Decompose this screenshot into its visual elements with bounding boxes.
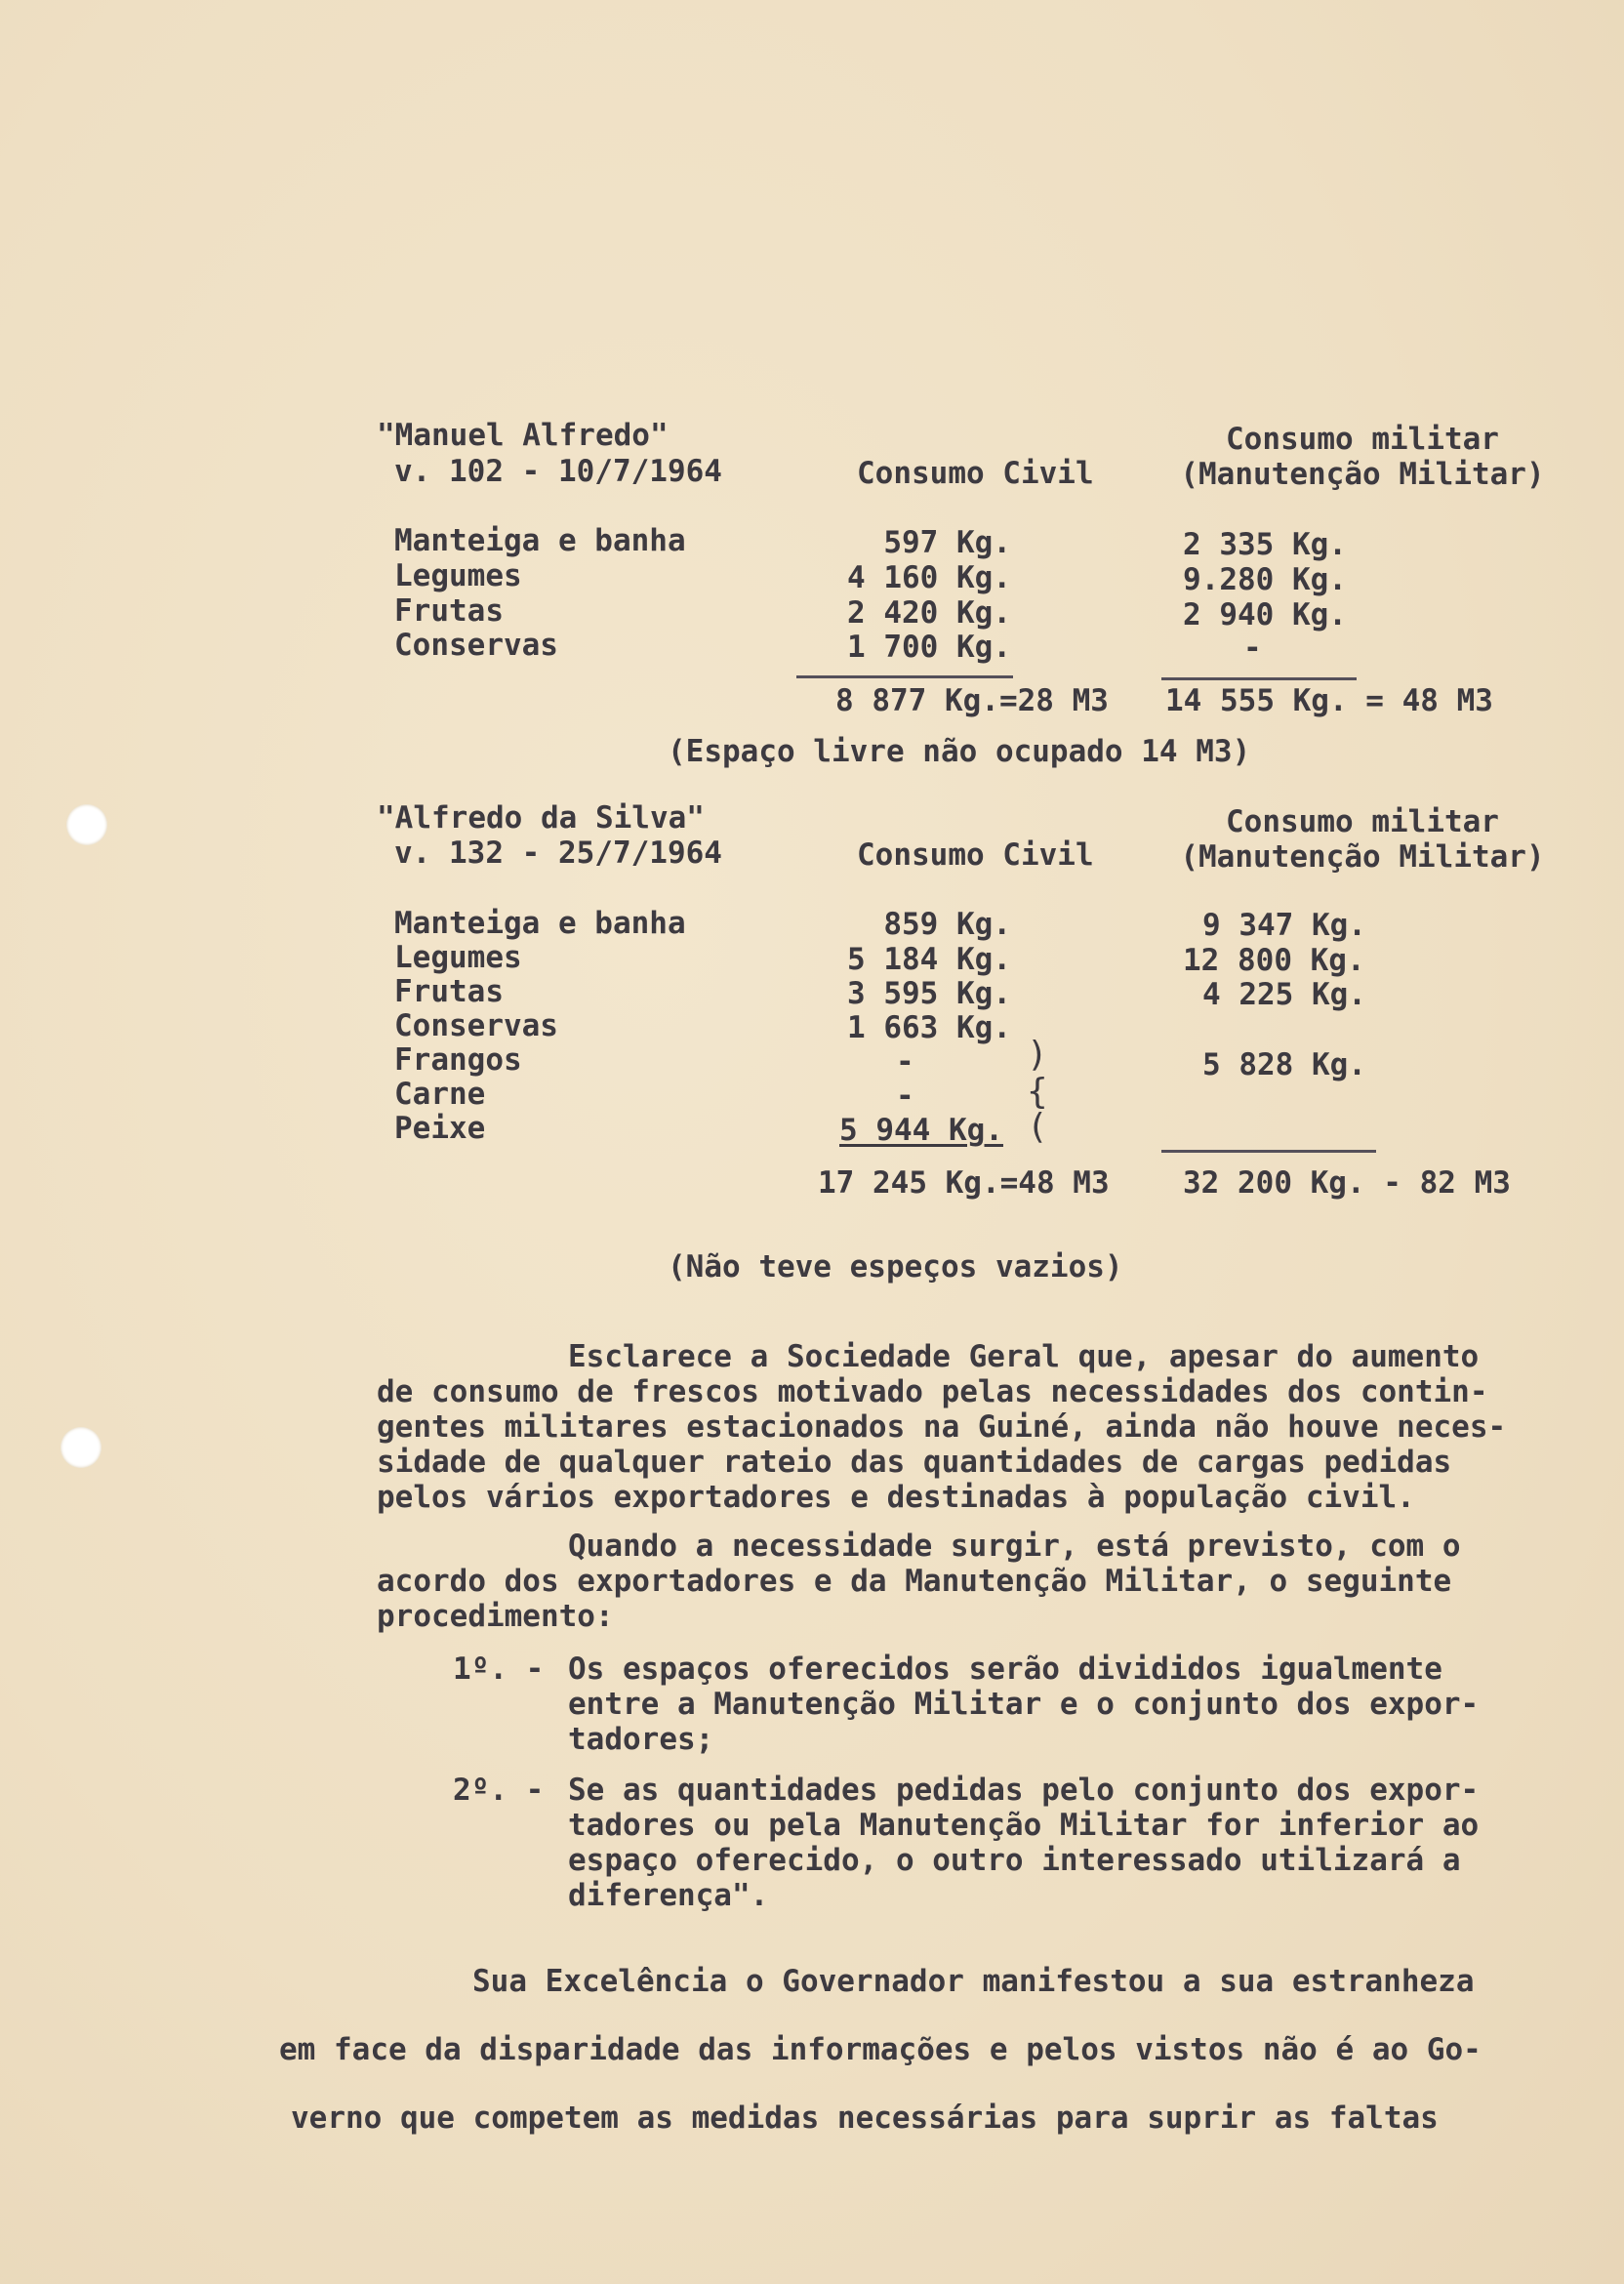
ship1-col-civil: Consumo Civil: [857, 456, 1094, 491]
ship2-civil-5: -: [896, 1079, 914, 1114]
ship1-military-1: 9.280 Kg.: [1183, 562, 1347, 597]
closing-line: verno que competem as medidas necessárias para suprir as faltas: [291, 2100, 1439, 2136]
procedure-item-1-number: 1º. -: [453, 1652, 545, 1687]
ship2-military-0: 9 347 Kg.: [1202, 908, 1366, 943]
procedure-item-2-line: Se as quantidades pedidas pelo conjunto dos expor-: [568, 1773, 1480, 1808]
ship1-military-2: 2 940 Kg.: [1183, 597, 1347, 632]
ship1-item-1: Legumes: [394, 558, 522, 593]
ship2-item-0: Manteiga e banha: [394, 906, 686, 941]
ship2-note: (Não teve espeços vazios): [668, 1249, 1123, 1285]
ship2-civil-0: 859 Kg.: [883, 907, 1011, 942]
paragraph-2-line: acordo dos exportadores e da Manutenção Militar, o seguinte: [377, 1564, 1452, 1599]
ship1-military-3: -: [1243, 631, 1262, 666]
ship2-item-1: Legumes: [394, 940, 522, 975]
ship2-civil-4: -: [896, 1044, 914, 1080]
ship2-brace-bottom: (: [1027, 1107, 1048, 1147]
ship2-military-rule: [1161, 1150, 1376, 1153]
ship2-name: "Alfredo da Silva": [377, 800, 705, 836]
ship1-military-0: 2 335 Kg.: [1183, 527, 1347, 562]
paragraph-1-line: de consumo de frescos motivado pelas necessidades dos contin-: [377, 1374, 1488, 1409]
ship1-item-3: Conservas: [394, 628, 558, 663]
procedure-item-1-line: Os espaços oferecidos serão divididos igualmente: [568, 1652, 1442, 1687]
ship1-item-2: Frutas: [394, 593, 504, 629]
ship2-brace-mid: {: [1027, 1072, 1048, 1112]
ship2-item-2: Frutas: [394, 974, 504, 1009]
ship2-item-5: Carne: [394, 1077, 486, 1112]
ship1-voyage: v. 102 - 10/7/1964: [394, 454, 722, 489]
ship2-civil-1: 5 184 Kg.: [847, 942, 1011, 977]
paragraph-2-line: Quando a necessidade surgir, está previsto, com o: [568, 1529, 1461, 1564]
procedure-item-2-line: tadores ou pela Manutenção Militar for inferior ao: [568, 1808, 1480, 1843]
ship1-item-0: Manteiga e banha: [394, 523, 686, 558]
paragraph-1-line: gentes militares estacionados na Guiné, ainda não houve neces-: [377, 1409, 1507, 1445]
closing-line: em face da disparidade das informações e pelos vistos não é ao Go-: [279, 2032, 1482, 2067]
ship1-col-military-2: (Manutenção Militar): [1180, 457, 1545, 492]
ship2-total-military: 32 200 Kg. - 82 M3: [1183, 1165, 1511, 1201]
ship2-military-2: 4 225 Kg.: [1202, 977, 1366, 1012]
ship2-item-6: Peixe: [394, 1111, 486, 1146]
ship2-voyage: v. 132 - 25/7/1964: [394, 836, 722, 871]
paragraph-1-line: Esclarece a Sociedade Geral que, apesar do aumento: [568, 1339, 1480, 1374]
ship2-col-military-2: (Manutenção Militar): [1180, 839, 1545, 875]
paragraph-2-line: procedimento:: [377, 1599, 614, 1634]
procedure-item-2-number: 2º. -: [453, 1773, 545, 1808]
procedure-item-1-line: tadores;: [568, 1722, 714, 1757]
ship1-total-military: 14 555 Kg. = 48 M3: [1165, 683, 1493, 718]
ship2-brace-top: ): [1027, 1035, 1048, 1075]
ship1-civil-3: 1 700 Kg.: [847, 630, 1011, 665]
ship1-name: "Manuel Alfredo": [377, 418, 669, 453]
ship2-civil-2: 3 595 Kg.: [847, 976, 1011, 1011]
ship2-military-1: 12 800 Kg.: [1183, 943, 1365, 978]
ship1-total-civil: 8 877 Kg.=28 M3: [835, 683, 1109, 718]
ship1-civil-1: 4 160 Kg.: [847, 560, 1011, 595]
punch-hole-bottom: [61, 1427, 102, 1468]
ship2-civil-3: 1 663 Kg.: [847, 1010, 1011, 1045]
procedure-item-2-line: espaço oferecido, o outro interessado utilizará a: [568, 1843, 1461, 1878]
ship2-item-4: Frangos: [394, 1042, 522, 1078]
ship1-note: (Espaço livre não ocupado 14 M3): [668, 734, 1251, 769]
punch-hole-top: [66, 804, 107, 845]
ship2-item-3: Conservas: [394, 1008, 558, 1043]
closing-line: Sua Excelência o Governador manifestou a sua estranheza: [472, 1964, 1475, 1999]
ship1-civil-rule: [796, 675, 1013, 678]
procedure-item-2-line: diferença".: [568, 1878, 769, 1913]
paragraph-1-line: sidade de qualquer rateio das quantidades de cargas pedidas: [377, 1445, 1452, 1480]
ship1-military-rule: [1161, 677, 1357, 680]
ship2-total-civil: 17 245 Kg.=48 M3: [818, 1165, 1110, 1201]
procedure-item-1-line: entre a Manutenção Militar e o conjunto dos expor-: [568, 1687, 1480, 1722]
ship2-col-civil: Consumo Civil: [857, 837, 1094, 873]
ship2-civil-6: 5 944 Kg.: [839, 1113, 1003, 1148]
ship1-civil-0: 597 Kg.: [883, 525, 1011, 560]
ship2-military-4: 5 828 Kg.: [1202, 1047, 1366, 1082]
ship2-col-military-1: Consumo militar: [1226, 804, 1499, 839]
paragraph-1-line: pelos vários exportadores e destinadas à população civil.: [377, 1480, 1415, 1515]
ship1-civil-2: 2 420 Kg.: [847, 595, 1011, 631]
ship1-col-military-1: Consumo militar: [1226, 422, 1499, 457]
